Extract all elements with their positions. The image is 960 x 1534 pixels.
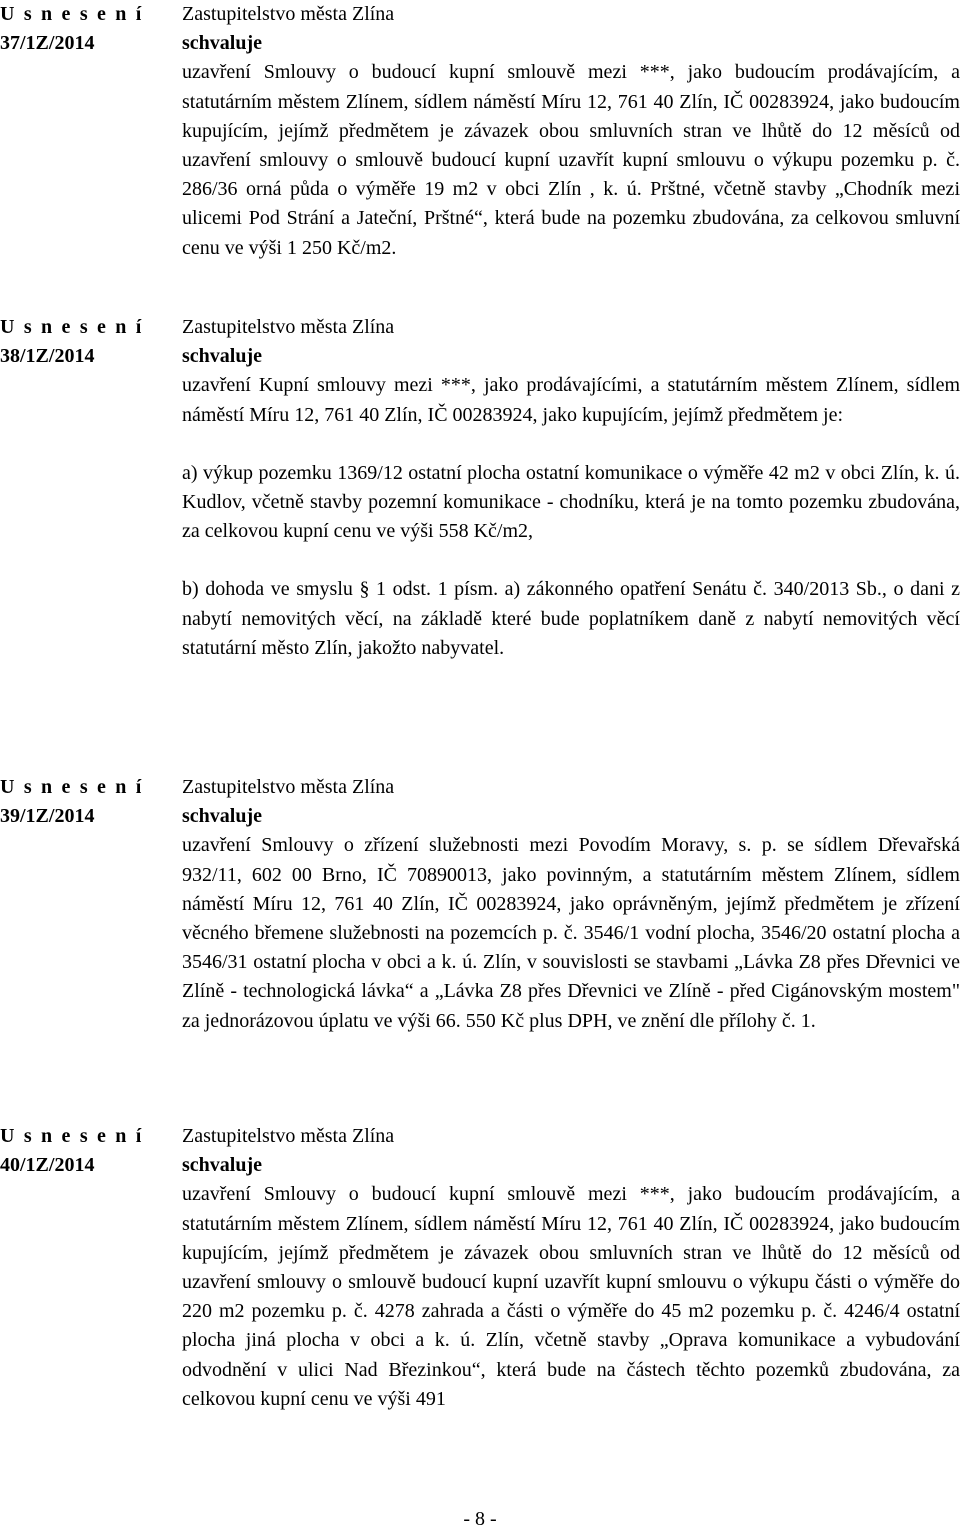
resolution-label xyxy=(0,1122,170,1180)
resolution-body xyxy=(182,0,960,263)
resolution-number: 39/1Z/2014 xyxy=(0,805,95,828)
resolution-number: 40/1Z/2014 xyxy=(0,1154,95,1177)
resolution-body xyxy=(182,1122,960,1414)
resolution-text: uzavření Smlouvy o budoucí kupní smlouvě mezi ***, jako budoucím prodávajícím, a statutárním městem Zlínem, sídlem náměstí Míru 12, 761 40 Zlín, IČ 00283924, jako budoucím kupujícím, jejímž předmětem je závazek obou smluvních stran ve lhůtě do 12 měsíců od uzavření smlouvy o smlouvě budoucí kupní uzavřít kupní smlouvu o výkupu pozemku p. č. 286/36 orná půda o výměře 19 m2 v obci Zlín , k. ú. Prštné, včetně stavby „Chodník mezi ulicemi Pod Strání a Jateční, Prštné“, která bude na pozemku zbudována, za celkovou smluvní cenu ve výši 1 250 Kč/m2. xyxy=(182,61,960,259)
resolution-body xyxy=(182,773,960,1036)
resolution-body xyxy=(182,313,960,663)
resolution-text: uzavření Kupní smlouvy mezi ***, jako prodávajícími, a statutárním městem Zlínem, sídlem náměstí Míru 12, 761 40 Zlín, IČ 00283924, jako kupujícím, jejímž předmětem je: xyxy=(182,374,960,426)
resolution-verb: schvaluje xyxy=(182,32,262,55)
council-name: Zastupitelstvo města Zlína xyxy=(182,1125,395,1147)
resolution-keyword: U s n e s e n í xyxy=(0,1125,144,1147)
resolution-item-a: a) výkup pozemku 1369/12 ostatní plocha ostatní komunikace o výměře 42 m2 v obci Zlín, k. ú. Kudlov, včetně stavby pozemní komunikace - chodníku, která je na tomto pozemku zbudována, za celkovou kupní cenu ve výši 558 Kč/m2, xyxy=(182,461,960,543)
page-number: - 8 - xyxy=(463,1508,497,1530)
council-name: Zastupitelstvo města Zlína xyxy=(182,3,395,25)
resolution-number: 37/1Z/2014 xyxy=(0,32,95,55)
council-name: Zastupitelstvo města Zlína xyxy=(182,316,395,338)
resolution-verb: schvaluje xyxy=(182,805,262,828)
council-name: Zastupitelstvo města Zlína xyxy=(182,776,395,798)
resolution-text: uzavření Smlouvy o zřízení služebnosti mezi Povodím Moravy, s. p. se sídlem Dřevařská 932/11, 602 00 Brno, IČ 70890013, jako povinným, a statutárním městem Zlínem, sídlem náměstí Míru 12, 761 40 Zlín, IČ 00283924, jako oprávněným, jejímž předmětem je zřízení věcného břemene služebnosti na pozemcích p. č. 3546/1 vodní plocha, 3546/20 ostatní plocha a 3546/31 ostatní plocha v obci a k. ú. Zlín, v souvislosti se stavbami „Lávka Z8 přes Dřevnici ve Zlíně - technologická lávka“ a „Lávka Z8 přes Dřevnici ve Zlíně - před Cigánovským mostem" za jednorázovou úplatu ve výši 66. 550 Kč plus DPH, ve znění dle přílohy č. 1. xyxy=(182,834,960,1032)
resolution-keyword: U s n e s e n í xyxy=(0,316,144,338)
resolution-label xyxy=(0,773,170,831)
resolution-label xyxy=(0,313,170,371)
resolution-label xyxy=(0,0,170,58)
resolution-keyword: U s n e s e n í xyxy=(0,3,144,25)
resolution-item-b: b) dohoda ve smyslu § 1 odst. 1 písm. a) zákonného opatření Senátu č. 340/2013 Sb., o dani z nabytí nemovitých věcí, na základě které bude poplatníkem daně z nabytí nemovitých věcí statutární město Zlín, jakožto nabyvatel. xyxy=(182,578,960,659)
resolution-verb: schvaluje xyxy=(182,1154,262,1177)
resolution-keyword: U s n e s e n í xyxy=(0,776,144,798)
resolution-verb: schvaluje xyxy=(182,345,262,368)
resolution-text: uzavření Smlouvy o budoucí kupní smlouvě mezi ***, jako budoucím prodávajícím, a statutárním městem Zlínem, sídlem náměstí Míru 12, 761 40 Zlín, IČ 00283924, jako budoucím kupujícím, jejímž předmětem je závazek obou smluvních stran ve lhůtě do 12 měsíců od uzavření smlouvy o smlouvě budoucí kupní uzavřít kupní smlouvu o výkupu části o výměře do 220 m2 pozemku p. č. 4278 zahrada a části o výměře do 45 m2 pozemku p. č. 4246/4 ostatní plocha jiná plocha v obci a k. ú. Zlín, včetně stavby „Oprava komunikace a vybudování odvodnění v ulici Nad Březinkou“, která bude na částech těchto pozemků zbudována, za celkovou kupní cenu ve výši 491 xyxy=(182,1183,960,1410)
resolution-number: 38/1Z/2014 xyxy=(0,345,95,368)
